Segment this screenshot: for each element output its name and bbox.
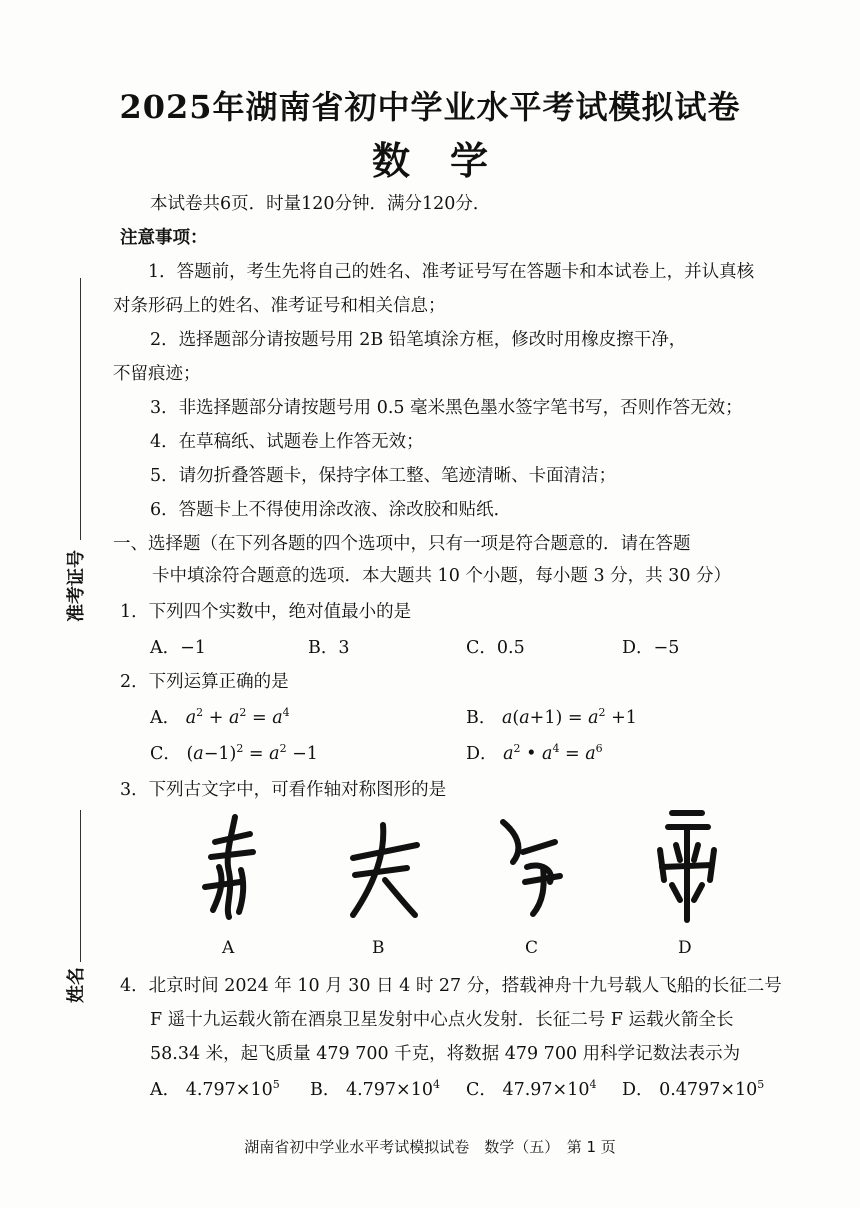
section1-heading: 一、选择题（在下列各题的四个选项中，只有一项是符合题意的．请在答题: [113, 534, 691, 554]
margin-line-top: [80, 278, 81, 540]
margin-line-middle: [80, 810, 81, 962]
q2-option-d: D． $a^2$ • $a^4 = a^6$: [466, 742, 603, 764]
q2-option-a: A． $a^2 + a^2 = a^4$: [150, 706, 290, 728]
q3-label-d: D: [678, 938, 692, 958]
q4-stem-line2: F 遥十九运载火箭在酒泉卫星发射中心点火发射．长征二号 F 运载火箭全长: [150, 1010, 734, 1030]
q4-option-d: D． $0.4797\times 10^5$: [622, 1078, 765, 1100]
name-label: 姓名: [66, 967, 87, 1003]
q2-option-c: C． $(a-1)^2 = a^2 -1$: [150, 742, 318, 764]
q4-option-b: B． $4.797\times 10^4$: [310, 1078, 440, 1100]
notice-item-1-cont: 对条形码上的姓名、准考证号和相关信息；: [113, 296, 446, 316]
ancient-glyph-d-image: [650, 805, 725, 925]
exam-title: 2025年湖南省初中学业水平考试模拟试卷: [119, 88, 741, 126]
q4-option-a: A． $4.797\times 10^5$: [150, 1078, 280, 1100]
notice-item-1: 1．答题前，考生先将自己的姓名、准考证号写在答题卡和本试卷上，并认真核: [148, 262, 755, 282]
notice-item-3: 3．非选择题部分请按题号用 0.5 毫米黑色墨水签字笔书写，否则作答无效；: [150, 398, 743, 418]
q3-stem: 3．下列古文字中，可看作轴对称图形的是: [120, 780, 447, 800]
q4-option-c: C． $47.97\times 10^4$: [466, 1078, 597, 1100]
exam-intro: 本试卷共6页．时量120分钟．满分120分．: [150, 194, 491, 214]
exam-id-label: 准考证号: [66, 550, 87, 622]
q4-stem-line3: 58.34 米，起飞质量 479 700 千克，将数据 479 700 用科学记数法表示为: [150, 1044, 741, 1064]
q1-option-c: C．0.5: [466, 638, 525, 658]
q2-stem: 2．下列运算正确的是: [120, 672, 289, 692]
q1-option-a: A．−1: [150, 638, 206, 658]
page-footer: 湖南省初中学业水平考试模拟试卷 数学（五） 第 1 页: [244, 1138, 616, 1156]
q3-label-c: C: [525, 938, 539, 958]
notice-heading: 注意事项：: [120, 228, 208, 248]
ancient-glyph-b-image: [345, 820, 425, 920]
q1-stem: 1．下列四个实数中，绝对值最小的是: [120, 602, 412, 622]
notice-item-4: 4．在草稿纸、试题卷上作答无效；: [150, 432, 424, 452]
q1-option-d: D．−5: [622, 638, 680, 658]
notice-item-2-cont: 不留痕迹；: [113, 364, 201, 384]
q1-option-b: B．3: [308, 638, 350, 658]
ancient-glyph-a-image: [195, 812, 265, 922]
q2-option-b: B． $a(a+1) = a^2 +1$: [466, 706, 637, 728]
q3-label-b: B: [372, 938, 385, 958]
q4-stem-line1: 4．北京时间 2024 年 10 月 30 日 4 时 27 分，搭载神舟十九号载人飞船的长征二号: [120, 976, 782, 996]
section1-heading-cont: 卡中填涂符合题意的选项．本大题共 10 个小题，每小题 3 分，共 30 分）: [152, 566, 732, 586]
q3-label-a: A: [222, 938, 235, 958]
notice-item-5: 5．请勿折叠答题卡，保持字体工整、笔迹清晰、卡面清洁；: [150, 466, 617, 486]
ancient-glyph-c-image: [495, 812, 570, 922]
subject-title: 数学: [371, 138, 528, 183]
notice-item-2: 2．选择题部分请按题号用 2B 铅笔填涂方框，修改时用橡皮擦干净，: [150, 330, 687, 350]
notice-item-6: 6．答题卡上不得使用涂改液、涂改胶和贴纸．: [150, 500, 512, 520]
